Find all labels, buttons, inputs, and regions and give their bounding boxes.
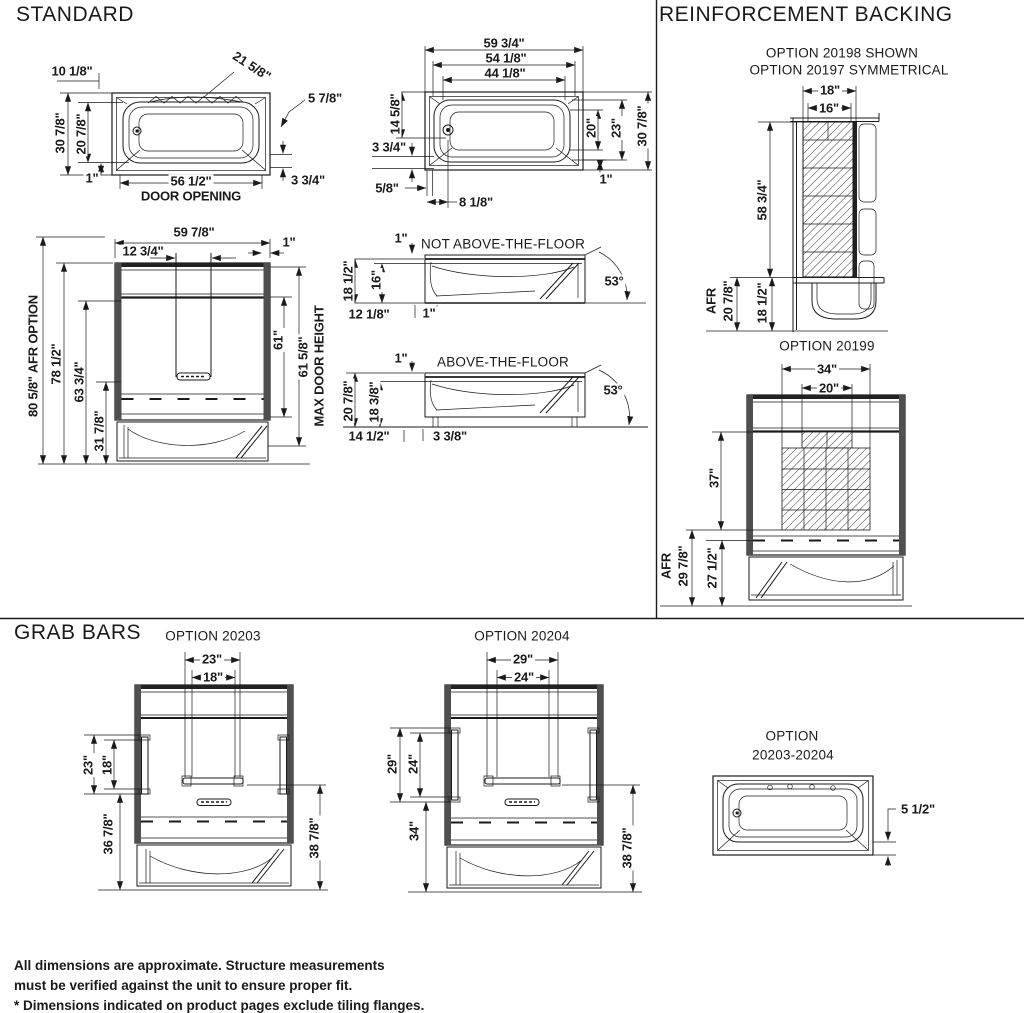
section-title-standard: STANDARD <box>16 3 134 26</box>
dim-label: 3 3/4" <box>372 139 406 155</box>
dim-label: 20 7/8" <box>73 113 89 155</box>
dim-label: 30 7/8" <box>634 105 650 147</box>
option-title: OPTION 20203 <box>165 628 261 644</box>
dim-label: 23" <box>608 117 624 139</box>
dim-label: 59 3/4" <box>483 35 525 51</box>
dim-label: 38 7/8" <box>306 817 322 859</box>
option-title: OPTION 20204 <box>474 628 570 644</box>
dim-label: 16" <box>818 100 840 116</box>
dim-label: 58 3/4" <box>754 179 770 221</box>
dim-label: 12 3/4" <box>122 243 164 259</box>
dim-label: 18 1/2" <box>340 260 356 302</box>
dim-label: 23" <box>201 651 223 667</box>
dim-label: 34" <box>816 361 838 377</box>
dim-label: 1" <box>394 350 408 366</box>
dim-label: 63 3/4" <box>71 361 87 403</box>
dim-label: 20" <box>583 117 599 139</box>
dim-label: 16" <box>368 269 384 291</box>
standard-front-elevation <box>36 234 310 464</box>
dim-label: 14 1/2" <box>348 428 390 444</box>
dim-label: 61" <box>270 329 286 351</box>
dim-label: 80 5/8" AFR OPTION <box>25 294 41 418</box>
reinforcement-front-view <box>660 361 912 606</box>
option-title: 20203-20204 <box>752 747 834 763</box>
dim-label: 59 7/8" <box>173 224 215 240</box>
dim-label: 56 1/2" <box>170 173 212 189</box>
dim-label: 1" <box>282 234 296 250</box>
afr-label: AFR <box>703 287 719 315</box>
dim-label: 18" <box>202 669 224 685</box>
max-door-height-label: MAX DOOR HEIGHT <box>311 305 327 427</box>
dim-label: 3 3/8" <box>433 428 467 444</box>
section-title-grab-bars: GRAB BARS <box>14 621 142 644</box>
dim-label: 38 7/8" <box>619 827 635 869</box>
dim-label: 24" <box>405 753 421 775</box>
dim-label: 8 1/8" <box>459 194 493 210</box>
dim-label: 3 3/4" <box>291 172 325 188</box>
dim-label: 27 1/2" <box>704 547 720 589</box>
dim-label: 29" <box>384 753 400 775</box>
dim-label: 1" <box>422 305 436 321</box>
option-title: OPTION 20198 SHOWN <box>765 45 919 61</box>
footer-note-line2: must be verified against the unit to ensure proper fit. <box>14 978 353 993</box>
dim-label: 30 7/8" <box>52 112 68 154</box>
dim-label: 5/8" <box>375 180 399 196</box>
dim-label: 1" <box>85 170 99 186</box>
view-title-atf: ABOVE-THE-FLOOR <box>436 354 570 370</box>
dim-label: 44 1/8" <box>484 65 526 81</box>
dim-label: 78 1/2" <box>48 343 64 385</box>
angle-label: 53° <box>603 382 623 398</box>
dim-label: 14 5/8" <box>387 93 403 135</box>
dim-label: 1" <box>599 171 613 187</box>
option-title: OPTION 20197 SYMMETRICAL <box>749 62 949 78</box>
dim-label: 18 3/8" <box>366 381 382 423</box>
dim-label: 23" <box>80 754 96 776</box>
afr-label: AFR <box>658 552 674 580</box>
dim-label: 20 7/8" <box>340 380 356 422</box>
dim-label: 5 1/2" <box>901 801 935 817</box>
dim-label: 29" <box>512 651 534 667</box>
dim-label: 21 5/8" <box>230 48 274 84</box>
dim-label: 18" <box>819 82 841 98</box>
dim-label: 18" <box>99 754 115 776</box>
footer-note-line3: * Dimensions indicated on product pages exclude tiling flanges. <box>14 998 425 1013</box>
door-opening-label: DOOR OPENING <box>140 188 242 204</box>
grab-bars-20203-view <box>80 652 328 890</box>
angle-label: 53° <box>604 273 624 289</box>
grab-bars-plan-view <box>713 776 896 866</box>
dim-label: 1" <box>394 230 408 246</box>
dim-label: 20 7/8" <box>720 280 736 322</box>
dim-label: 29 7/8" <box>675 545 691 587</box>
dim-label: 5 7/8" <box>308 90 342 106</box>
section-title-reinforcement: REINFORCEMENT BACKING <box>659 3 953 26</box>
dim-label: 54 1/8" <box>485 50 527 66</box>
dim-label: 20" <box>818 380 840 396</box>
dim-label: 36 7/8" <box>100 813 116 855</box>
dim-label: 12 1/8" <box>348 306 390 322</box>
dim-label: 18 1/2" <box>754 282 770 324</box>
dim-label: 10 1/8" <box>51 63 93 79</box>
dim-label: 34" <box>406 820 422 842</box>
option-title: OPTION 20199 <box>779 338 875 354</box>
dim-label: 61 5/8" <box>295 336 311 378</box>
dim-label: 24" <box>513 669 535 685</box>
grab-bars-20204-view <box>390 652 642 892</box>
option-title: OPTION <box>765 728 819 744</box>
dim-label: 31 7/8" <box>91 410 107 452</box>
footer-note-line1: All dimensions are approximate. Structure measurements <box>14 958 385 973</box>
dim-label: 37" <box>706 467 722 489</box>
view-title-natf: NOT ABOVE-THE-FLOOR <box>420 236 586 252</box>
